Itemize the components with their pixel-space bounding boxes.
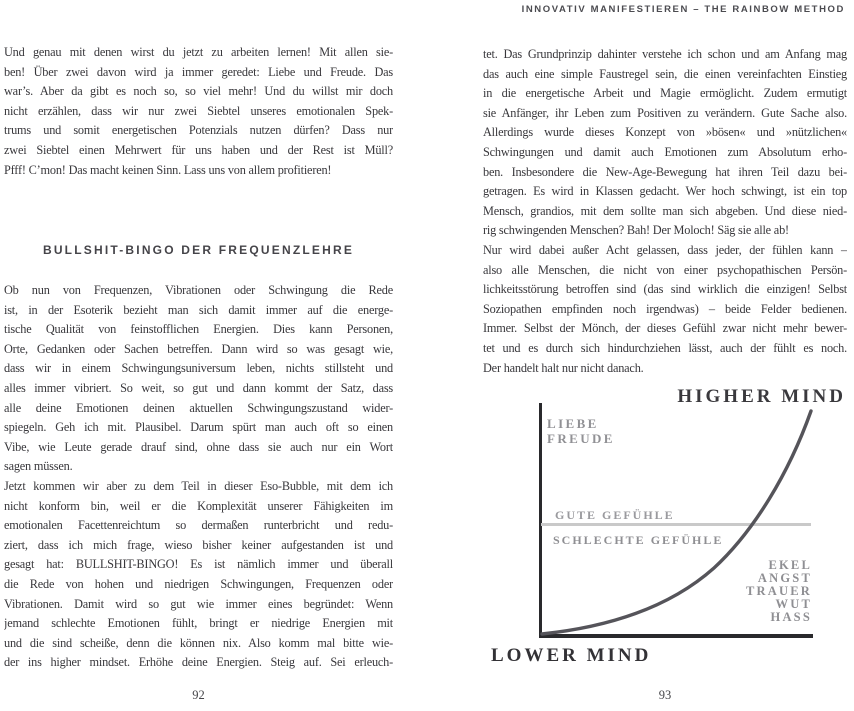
text-line: nicht erzählen, dass wir nur zwei Siebtel unseres emotionalen Spek- bbox=[4, 103, 393, 118]
text-line: gesagt hat: BULLSHIT-BINGO! Es ist nämlich immer und überall bbox=[4, 557, 393, 572]
text-line: nicht konform bin, weil er die Komplexität unserer Fähigkeiten im bbox=[4, 498, 393, 513]
text-line: Ob nun von Frequenzen, Vibrationen oder Schwingung die Rede bbox=[4, 283, 393, 297]
text-line: war’s. Aber da gibt es noch so, so viel mehr! Und du willst mir doch bbox=[4, 84, 393, 99]
text-line: sie Anfänger, ihr Leben zum Positiven zu verändern. Gute Sache also. bbox=[483, 105, 847, 120]
text-line: der ins higher mindset. Erhöhe deine Energien. Steig auf. Sei erleuch- bbox=[4, 655, 393, 670]
text-line: TRAUER bbox=[746, 584, 812, 598]
left-intro-paragraph bbox=[4, 43, 393, 183]
figure-top-label: HIGHER MIND bbox=[677, 386, 846, 407]
left-paragraph-1 bbox=[4, 281, 393, 477]
text-line: in die energetische Arbeit und Magie ermöglicht. Zudem ermutigt bbox=[483, 86, 847, 101]
text-line: tet. Das Grundprinzip dahinter verstehe ich schon und am Anfang mag bbox=[483, 47, 847, 61]
text-line: und die sind scheiße, denn die können nix. Also komm mal bitte wie- bbox=[4, 635, 393, 650]
text-line: Der handelt halt nur nicht danach. bbox=[483, 360, 644, 375]
text-line: ziert, dass ich mich frage, wieso bisher keiner aufgestanden ist und bbox=[4, 537, 393, 552]
figure-bad-feelings-label: SCHLECHTE GEFÜHLE bbox=[553, 533, 724, 547]
text-line: Und genau mit denen wirst du jetzt zu arbeiten lernen! Mit allen sie- bbox=[4, 45, 393, 59]
page-number-right: 93 bbox=[658, 688, 672, 702]
text-line: dass wir in einem Schwingungsuniversum leben, nichts stillsteht und bbox=[4, 361, 393, 376]
left-body-paragraphs bbox=[4, 281, 393, 675]
text-line: tische Qualität von feinstofflichen Energien. Dies kann Personen, bbox=[4, 322, 393, 337]
text-line: Schwingungen und damit auch Emotionen zum Absolutum erho- bbox=[483, 144, 847, 159]
text-line: also alle Menschen, die nicht von einer psychopathischen Persön- bbox=[483, 262, 847, 277]
page-number-left: 92 bbox=[192, 688, 205, 702]
text-line: rig schwingenden Menschen? Bah! Der Moloch! Säg sie alle ab! bbox=[483, 223, 789, 238]
running-header: INNOVATIV MANIFESTIEREN – THE RAINBOW METHOD bbox=[521, 4, 845, 15]
text-line: Allerdings wurde dieses Konzept von »bösen« und »nützlichen« bbox=[483, 125, 847, 140]
text-line: Jetzt kommen wir aber zu dem Teil in dieser Eso-Bubble, mit dem ich bbox=[4, 478, 393, 493]
text-line: jemand schlechte Emotionen fühlt, bringt er niedrige Energien mit bbox=[4, 616, 393, 631]
text-line: HASS bbox=[770, 610, 812, 624]
text-line: alles immer vibriert. So weit, so gut und dann kommt der Satz, dass bbox=[4, 380, 393, 395]
text-line: Orte, Gedanken oder Sachen betreffen. Dann wird so was gesagt wie, bbox=[4, 341, 393, 356]
text-line: trums und somit energetischen Potenzials nutzen dürfen? Dass nur bbox=[4, 123, 393, 138]
text-line: ist, in der Esoterik bezieht man sich damit immer auf die energe- bbox=[4, 302, 393, 317]
right-paragraph-1 bbox=[483, 45, 847, 241]
text-line: die Rede von hohen und niedrigen Schwingungen, Frequenzen oder bbox=[4, 576, 393, 591]
text-line: getragen. Es wird in Klassen gedacht. Wer hoch schwingt, ist ein top bbox=[483, 184, 847, 199]
text-line: sagen müssen. bbox=[4, 459, 73, 474]
text-line: alle deine Emotionen deinen aktuellen Schwingungszustand wider- bbox=[4, 400, 393, 415]
text-line: ben! Über zwei davon wird ja immer geredet: Liebe und Freude. Das bbox=[4, 64, 393, 79]
right-body-paragraphs bbox=[483, 45, 847, 381]
left-paragraph-2 bbox=[4, 477, 393, 673]
text-line: ANGST bbox=[757, 571, 812, 585]
text-line: Immer. Selbst der Mönch, der dieses Gefühl zwar nicht mehr bewer- bbox=[483, 321, 847, 336]
mind-frequency-figure bbox=[483, 384, 849, 676]
text-line: ben. Insbesondere die New-Age-Bewegung hat ihren Teil dazu bei- bbox=[483, 164, 847, 179]
text-line: Nur wird dabei außer Acht gelassen, dass jeder, der fühlen kann – bbox=[483, 242, 847, 257]
text-line: zwei Siebtel einen Mehrwert für uns haben und der Rest ist Müll? bbox=[4, 142, 393, 157]
figure-good-feelings-label: GUTE GEFÜHLE bbox=[555, 508, 675, 522]
text-line: tet und es durch sich hindurchziehen lässt, auch der fühlt es noch. bbox=[483, 340, 847, 355]
text-line: emotionalen Facettenreichtum so dermaßen runterbricht und redu- bbox=[4, 518, 393, 533]
right-paragraph-2 bbox=[483, 241, 847, 378]
text-line: lichkeitsstörung betroffen sind (das sind wirklich die einzigen! Selbst bbox=[483, 282, 847, 297]
text-line: FREUDE bbox=[547, 430, 615, 446]
left-page-column bbox=[4, 0, 393, 711]
text-line: Soziopathen empfinden noch irgendwas) – beide Felder bedienen. bbox=[483, 301, 847, 316]
text-line: Mensch, grandios, mit dem sollte man sich abgeben. Und diese nied- bbox=[483, 203, 847, 218]
exponential-curve bbox=[539, 403, 819, 639]
text-line: EKEL bbox=[768, 558, 812, 572]
text-line: Vibe, wie Leute gerade drauf sind, ohne dass sie auch nur ein Wort bbox=[4, 439, 393, 454]
text-line: Vibrationen. Damit wird so gut wie immer eines begründet: Wenn bbox=[4, 596, 393, 611]
text-line: Pfff! C’mon! Das macht keinen Sinn. Lass uns von allem profitieren! bbox=[4, 162, 332, 177]
text-line: WUT bbox=[775, 597, 812, 611]
figure-bottom-label: LOWER MIND bbox=[491, 645, 652, 666]
section-heading: BULLSHIT-BINGO DER FREQUENZLEHRE bbox=[42, 243, 355, 257]
text-line: spiegeln. Geh ich mit. Plausibel. Darum spürt man auch oft so einen bbox=[4, 420, 393, 435]
text-line: das auch eine simple Faustregel sein, die einen vereinfachten Einstieg bbox=[483, 66, 847, 81]
text-line: LIEBE bbox=[547, 416, 599, 431]
